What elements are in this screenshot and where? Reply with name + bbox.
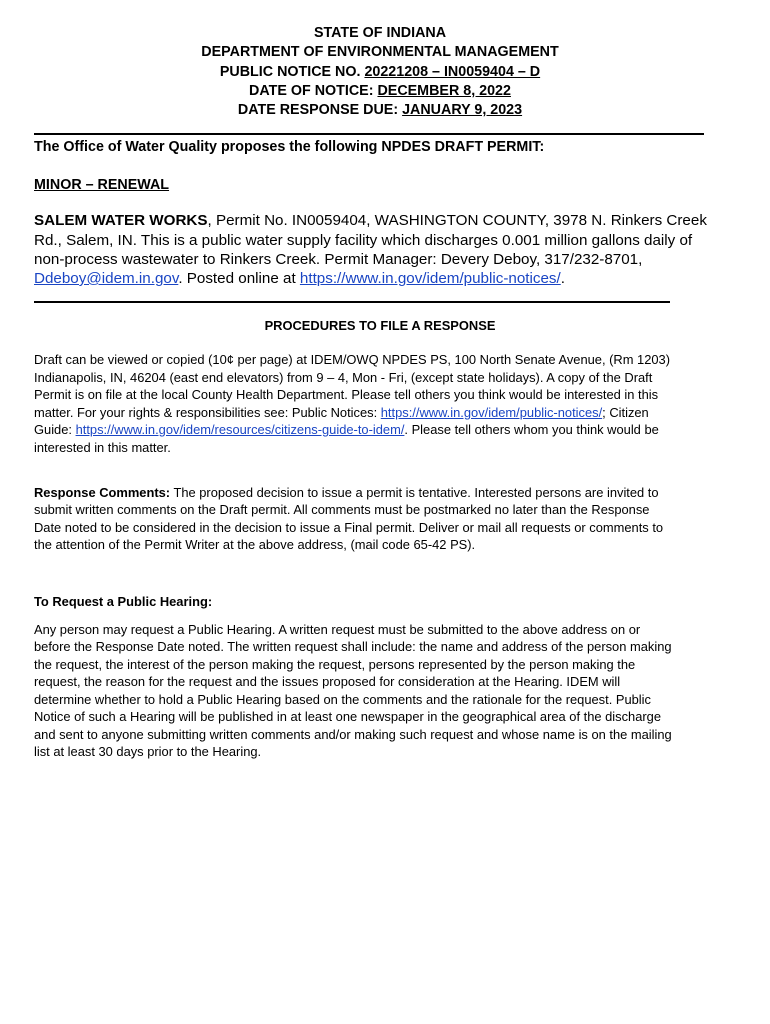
header-state: STATE OF INDIANA bbox=[313, 25, 447, 41]
header-response-due bbox=[0, 101, 760, 120]
public-notices-link-2[interactable]: https://www.in.gov/idem/public-notices/ bbox=[380, 405, 603, 420]
response-line-2: submit written comments on the Draft permit. All comments must be postmarked no later than the Response bbox=[34, 502, 650, 517]
permit-manager-email-link[interactable]: Ddeboy@idem.in.gov bbox=[34, 270, 179, 287]
notice-number-value: 20221208 – IN0059404 – D bbox=[364, 64, 541, 80]
response-comments-label: Response Comments: bbox=[34, 485, 171, 500]
header-department: DEPARTMENT OF ENVIRONMENTAL MANAGEMENT bbox=[201, 44, 559, 60]
response-line-3: Date noted to be considered in the decision to issue a Final permit. Deliver or mail all requests or comments to bbox=[34, 520, 664, 535]
response-line-1 bbox=[34, 484, 659, 501]
notice-date-label: DATE OF NOTICE: bbox=[249, 83, 378, 99]
procedures-line-5 bbox=[34, 421, 659, 438]
response-due-value: JANUARY 9, 2023 bbox=[402, 102, 523, 118]
hearing-title: To Request a Public Hearing: bbox=[34, 594, 213, 609]
permit-category: MINOR – RENEWAL bbox=[34, 177, 170, 193]
section-divider bbox=[34, 301, 670, 303]
hearing-line: list at least 30 days prior to the Hearing. bbox=[34, 744, 262, 759]
permit-line-1 bbox=[34, 211, 707, 230]
hearing-line: Notice of such a Hearing will be published in at least one newspaper in the geographical area of the discharge bbox=[34, 709, 662, 724]
citizen-text: ; Citizen bbox=[602, 405, 649, 420]
procedures-line-3: Permit is on file at the local County Health Department. Please tell others you think would be interested in this bbox=[34, 387, 659, 402]
hearing-line: and sent to anyone submitting written comments and/or making such request and whose name is on the mailing bbox=[34, 727, 672, 742]
permit-line-3: non-process wastewater to Rinkers Creek. Permit Manager: Devery Deboy, 317/232-8701, bbox=[34, 251, 643, 268]
procedures-line-1: Draft can be viewed or copied (10¢ per page) at IDEM/OWQ NPDES PS, 100 North Senate Avenue, (Rm 1203) bbox=[34, 352, 671, 367]
guide-text: Guide: bbox=[34, 422, 76, 437]
permit-line-2: Rd., Salem, IN. This is a public water supply facility which discharges 0.001 million gallons daily of bbox=[34, 232, 693, 249]
response-line-4: the attention of the Permit Writer at the above address, (mail code 65-42 PS). bbox=[34, 537, 476, 552]
notice-number-label: PUBLIC NOTICE NO. bbox=[219, 64, 365, 80]
header-notice-number bbox=[0, 63, 760, 82]
procedures-line-4 bbox=[34, 404, 649, 421]
rights-text: matter. For your rights & responsibilities see: Public Notices: bbox=[34, 405, 381, 420]
hearing-line: request, the reason for the request and the issues proposed for consideration at the Hearing. IDEM will bbox=[34, 674, 621, 689]
intro-text: The Office of Water Quality proposes the following NPDES DRAFT PERMIT: bbox=[34, 139, 545, 155]
header-divider bbox=[34, 133, 704, 135]
public-notices-link[interactable]: https://www.in.gov/idem/public-notices/ bbox=[299, 270, 561, 287]
hearing-line: before the Response Date noted. The written request shall include: the name and address of the person making bbox=[34, 639, 672, 654]
procedures-line-6: interested in this matter. bbox=[34, 440, 171, 455]
header-notice-date bbox=[0, 82, 760, 101]
tell-others-text: . Please tell others whom you think would be bbox=[404, 422, 659, 437]
procedures-title: PROCEDURES TO FILE A RESPONSE bbox=[264, 318, 496, 333]
permit-line-1-text: , Permit No. IN0059404, WASHINGTON COUNTY, 3978 N. Rinkers Creek bbox=[207, 212, 707, 229]
hearing-line: the request, the interest of the person making the request, persons represented by the person making the bbox=[34, 657, 636, 672]
hearing-line: determine whether to hold a Public Hearing based on the comments and the rationale for the request. Public bbox=[34, 692, 651, 707]
citizens-guide-link[interactable]: https://www.in.gov/idem/resources/citizens-guide-to-idem/ bbox=[75, 422, 405, 437]
response-line-1-text: The proposed decision to issue a permit is tentative. Interested persons are invited to bbox=[170, 485, 659, 500]
permit-line-4 bbox=[34, 269, 565, 288]
notice-date-value: DECEMBER 8, 2022 bbox=[377, 83, 511, 99]
period: . bbox=[560, 270, 565, 287]
facility-name: SALEM WATER WORKS bbox=[34, 212, 208, 229]
response-due-label: DATE RESPONSE DUE: bbox=[237, 102, 403, 118]
posted-online-text: . Posted online at bbox=[178, 270, 300, 287]
hearing-line: Any person may request a Public Hearing. A written request must be submitted to the above address on or bbox=[34, 622, 641, 637]
procedures-line-2: Indianapolis, IN, 46204 (east end elevators) from 9 – 4, Mon - Fri, (except state holidays). A copy of the Draft bbox=[34, 370, 653, 385]
